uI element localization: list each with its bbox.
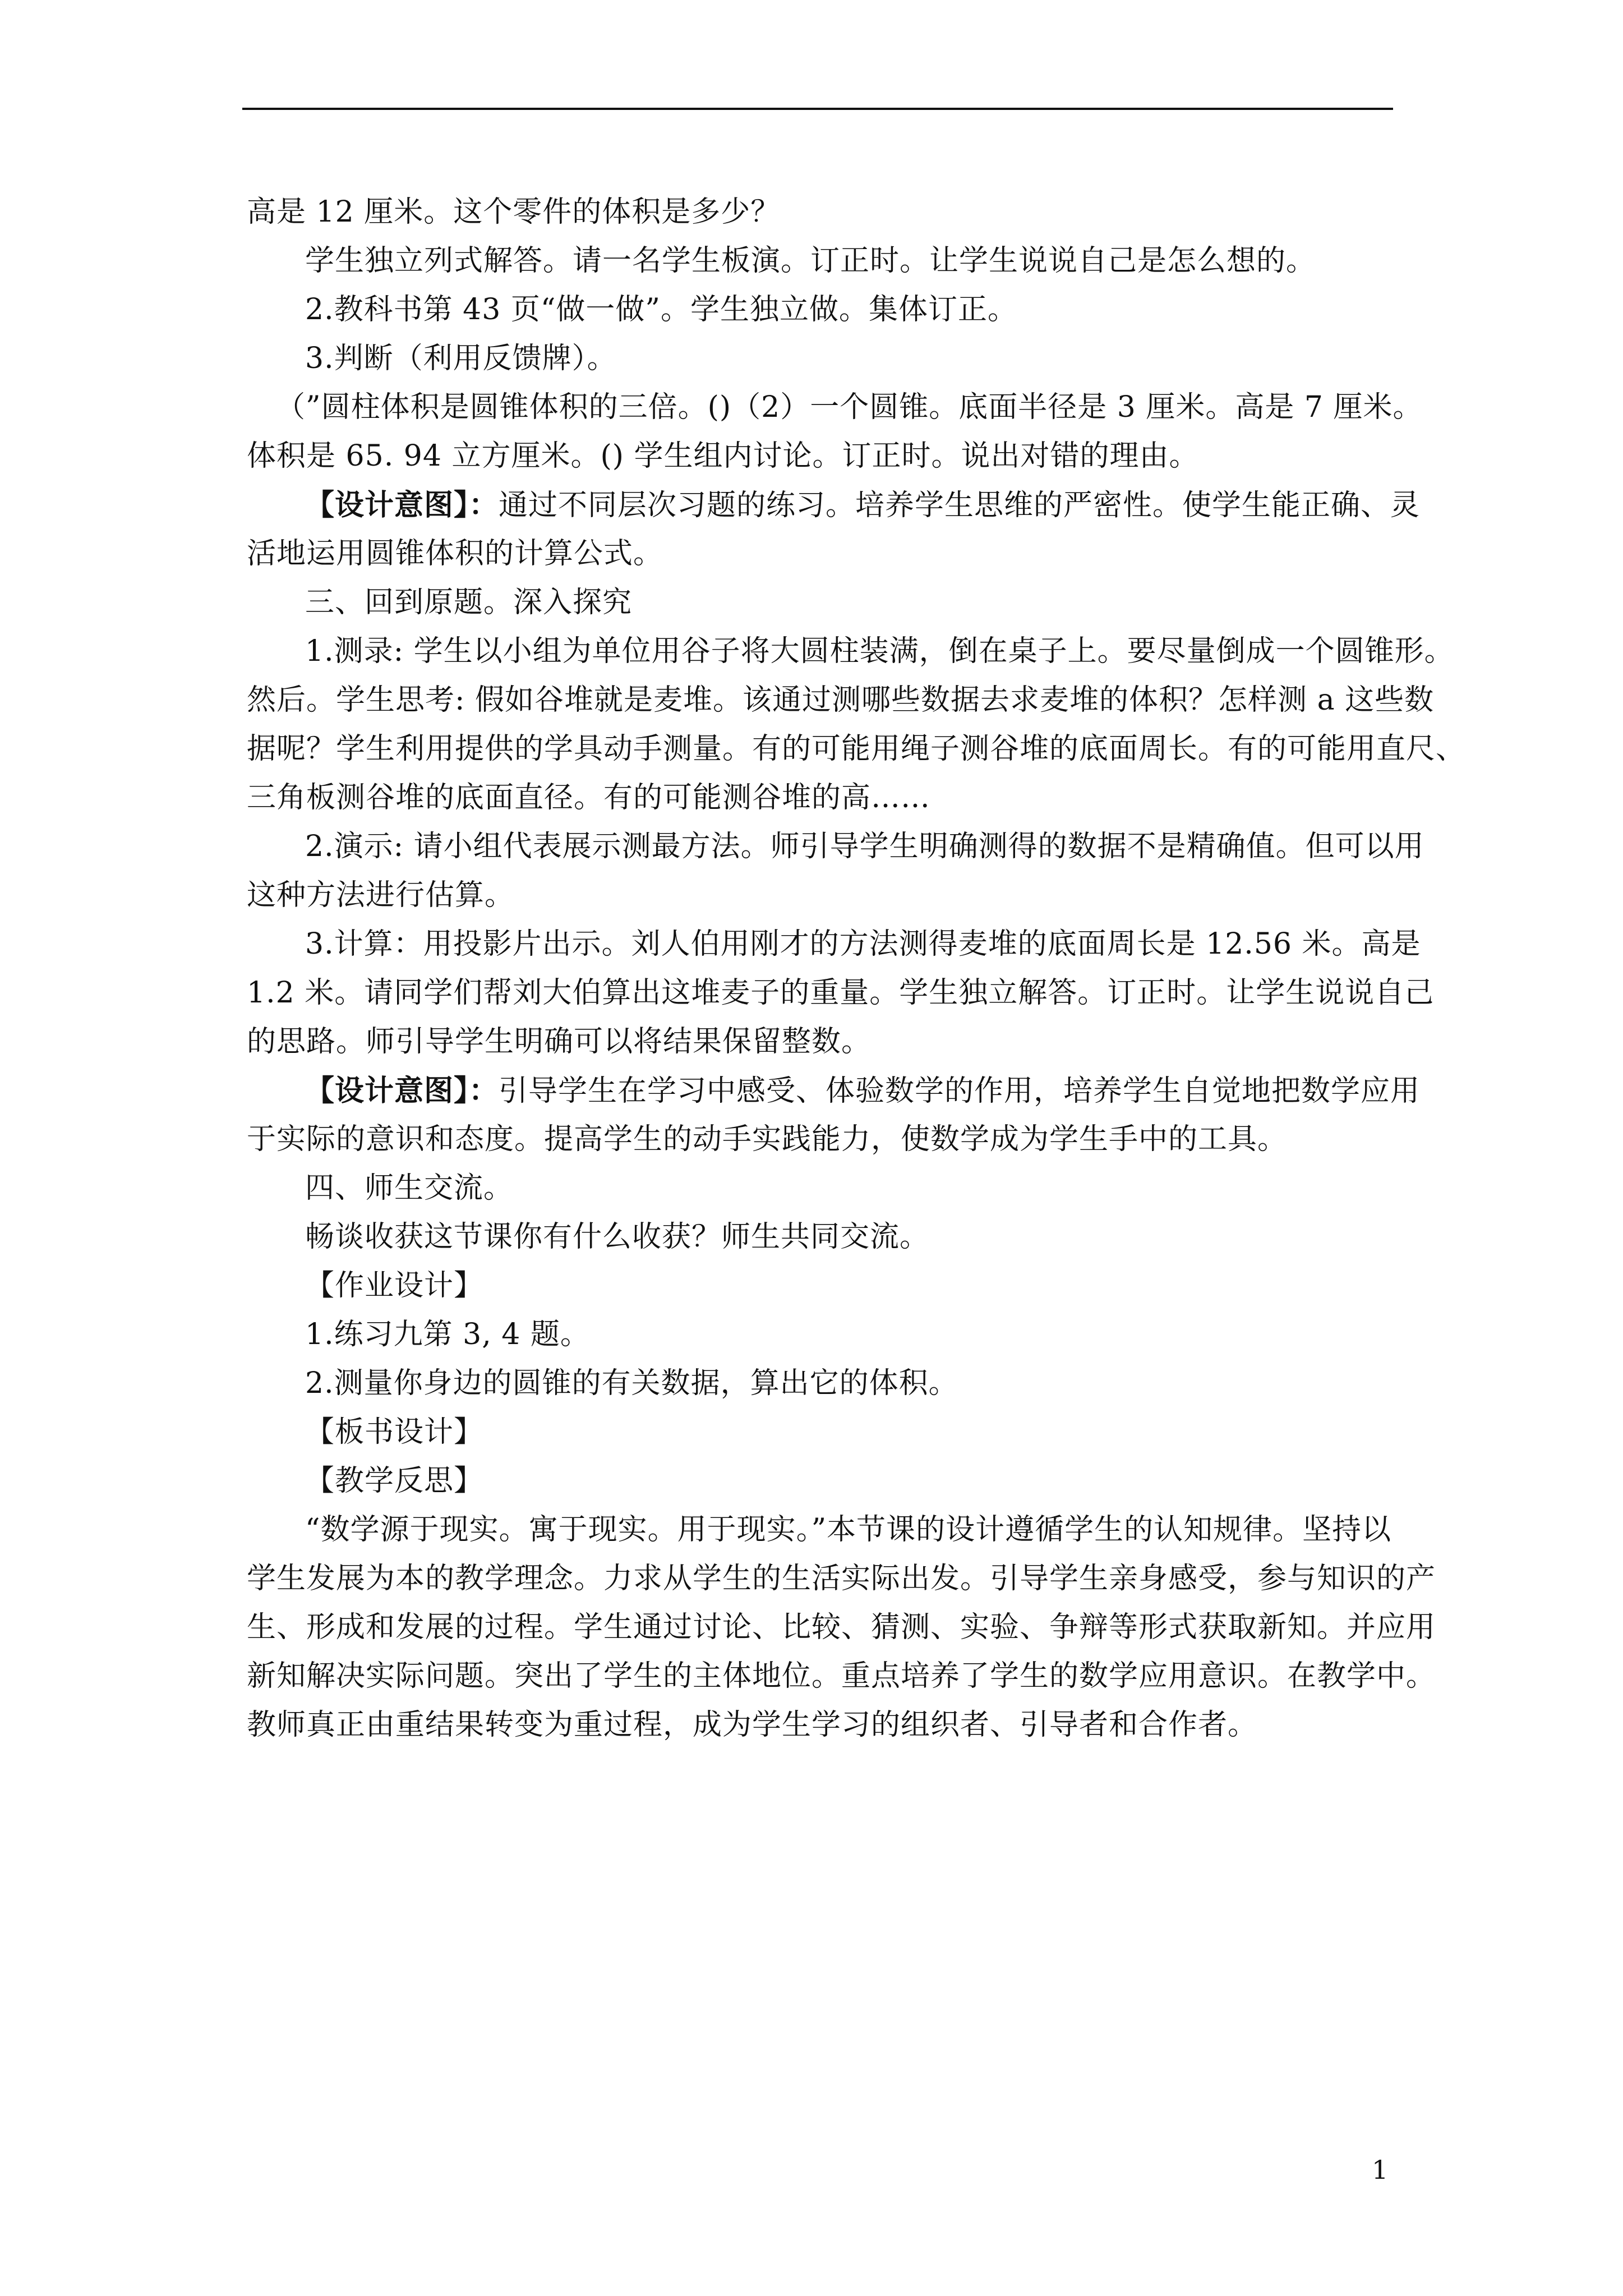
line-text: 四、师生交流。	[305, 1171, 514, 1205]
line-text: 1.2 米。请同学们帮刘大伯算出这堆麦子的重量。学生独立解答。订正时。让学生说说自己	[247, 976, 1435, 1010]
document-body	[247, 188, 1466, 1750]
text-line	[247, 237, 1393, 286]
text-line	[247, 334, 1393, 383]
text-line	[247, 969, 1435, 1018]
line-text: 的思路。师引导学生明确可以将结果保留整数。	[247, 1025, 872, 1059]
text-line	[247, 1115, 1393, 1164]
line-text: “数学源于现实。寓于现实。用于现实。”本节课的设计遵循学生的认知规律。坚持以	[305, 1513, 1392, 1547]
text-line	[247, 188, 1393, 237]
line-text: 高是 12 厘米。这个零件的体积是多少？	[247, 195, 781, 229]
text-line	[247, 676, 1435, 725]
line-text: 新知解决实际问题。突出了学生的主体地位。重点培养了学生的数学应用意识。在教学中。	[247, 1659, 1436, 1693]
line-text: 体积是 65. 94 立方厘米。() 学生组内讨论。订正时。说出对错的理由。	[247, 439, 1199, 473]
header-rule	[242, 108, 1393, 110]
line-text: 生、形成和发展的过程。学生通过讨论、比较、猜测、实验、争辩等形式获取新知。并应用	[247, 1611, 1436, 1644]
line-text: 据呢？学生利用提供的学具动手测量。有的可能用绳子测谷堆的底面周长。有的可能用直尺、	[247, 732, 1466, 766]
text-line	[247, 578, 1393, 627]
line-text: 于实际的意识和态度。提高学生的动手实践能力，使数学成为学生手中的工具。	[247, 1122, 1288, 1156]
line-text: 引导学生在学习中感受、体验数学的作用，培养学生自觉地把数学应用	[499, 1074, 1421, 1108]
text-line	[247, 822, 1424, 871]
line-text: 教师真正由重结果转变为重过程，成为学生学习的组织者、引导者和合作者。	[247, 1708, 1258, 1742]
text-line	[247, 1701, 1393, 1750]
line-text: 2.测量你身边的圆锥的有关数据，算出它的体积。	[305, 1366, 958, 1400]
line-text: 【作业设计】	[305, 1269, 484, 1303]
line-text: 【教学反思】	[305, 1464, 484, 1498]
line-text: 然后。学生思考: 假如谷堆就是麦堆。该通过测哪些数据去求麦堆的体积？怎样测 a 这些数	[247, 683, 1435, 717]
text-line	[247, 1652, 1436, 1701]
text-line	[247, 1603, 1436, 1652]
line-text: 3.判断（利用反馈牌）。	[305, 342, 617, 375]
text-line	[247, 774, 1393, 822]
line-text: 三、回到原题。深入探究	[305, 586, 633, 619]
text-line	[247, 1554, 1436, 1603]
line-text: 1.测录: 学生以小组为单位用谷子将大圆柱装满，倒在桌子上。要尽量倒成一个圆锥形。	[305, 634, 1454, 668]
text-line	[247, 1018, 1393, 1066]
design-intent-label: 【设计意图】：	[305, 488, 499, 522]
text-line	[247, 1066, 1421, 1115]
text-line	[247, 627, 1454, 676]
text-line	[247, 1359, 1393, 1408]
text-line	[247, 1164, 1393, 1213]
text-line	[247, 1506, 1393, 1554]
text-line	[247, 432, 1393, 481]
text-line	[247, 383, 1423, 432]
text-line	[247, 530, 1393, 578]
line-text: 畅谈收获这节课你有什么收获？师生共同交流。	[305, 1220, 930, 1254]
text-line	[247, 1262, 1393, 1310]
line-text: 这种方法进行估算。	[247, 878, 515, 912]
text-line	[247, 871, 1393, 920]
text-line	[247, 725, 1466, 774]
line-text: 2.教科书第 43 页“做一做”。学生独立做。集体订正。	[305, 293, 1018, 326]
page-number: 1	[1372, 2155, 1389, 2185]
text-line	[247, 1310, 1393, 1359]
line-text: 2.演示: 请小组代表展示测最方法。师引导学生明确测得的数据不是精确值。但可以用	[305, 830, 1424, 863]
text-line	[247, 481, 1421, 530]
text-line	[247, 1408, 1393, 1457]
line-text: （”圆柱体积是圆锥体积的三倍。()（2）一个圆锥。底面半径是 3 厘米。高是 7 厘米。	[276, 390, 1423, 424]
line-text: 通过不同层次习题的练习。培养学生思维的严密性。使学生能正确、灵	[499, 489, 1421, 522]
line-text: 学生独立列式解答。请一名学生板演。订正时。让学生说说自己是怎么想的。	[305, 244, 1316, 278]
text-line	[247, 1457, 1393, 1506]
design-intent-label: 【设计意图】：	[305, 1074, 499, 1108]
line-text: 三角板测谷堆的底面直径。有的可能测谷堆的高……	[247, 781, 931, 815]
line-text: 1.练习九第 3, 4 题。	[305, 1318, 590, 1351]
line-text: 【板书设计】	[305, 1415, 484, 1449]
line-text: 3.计算：用投影片出示。刘人伯用刚才的方法测得麦堆的底面周长是 12.56 米。高是	[305, 927, 1421, 961]
text-line	[247, 286, 1393, 334]
text-line	[247, 920, 1421, 969]
line-text: 活地运用圆锥体积的计算公式。	[247, 537, 663, 570]
text-line	[247, 1213, 1393, 1262]
line-text: 学生发展为本的教学理念。力求从学生的生活实际出发。引导学生亲身感受，参与知识的产	[247, 1562, 1436, 1595]
